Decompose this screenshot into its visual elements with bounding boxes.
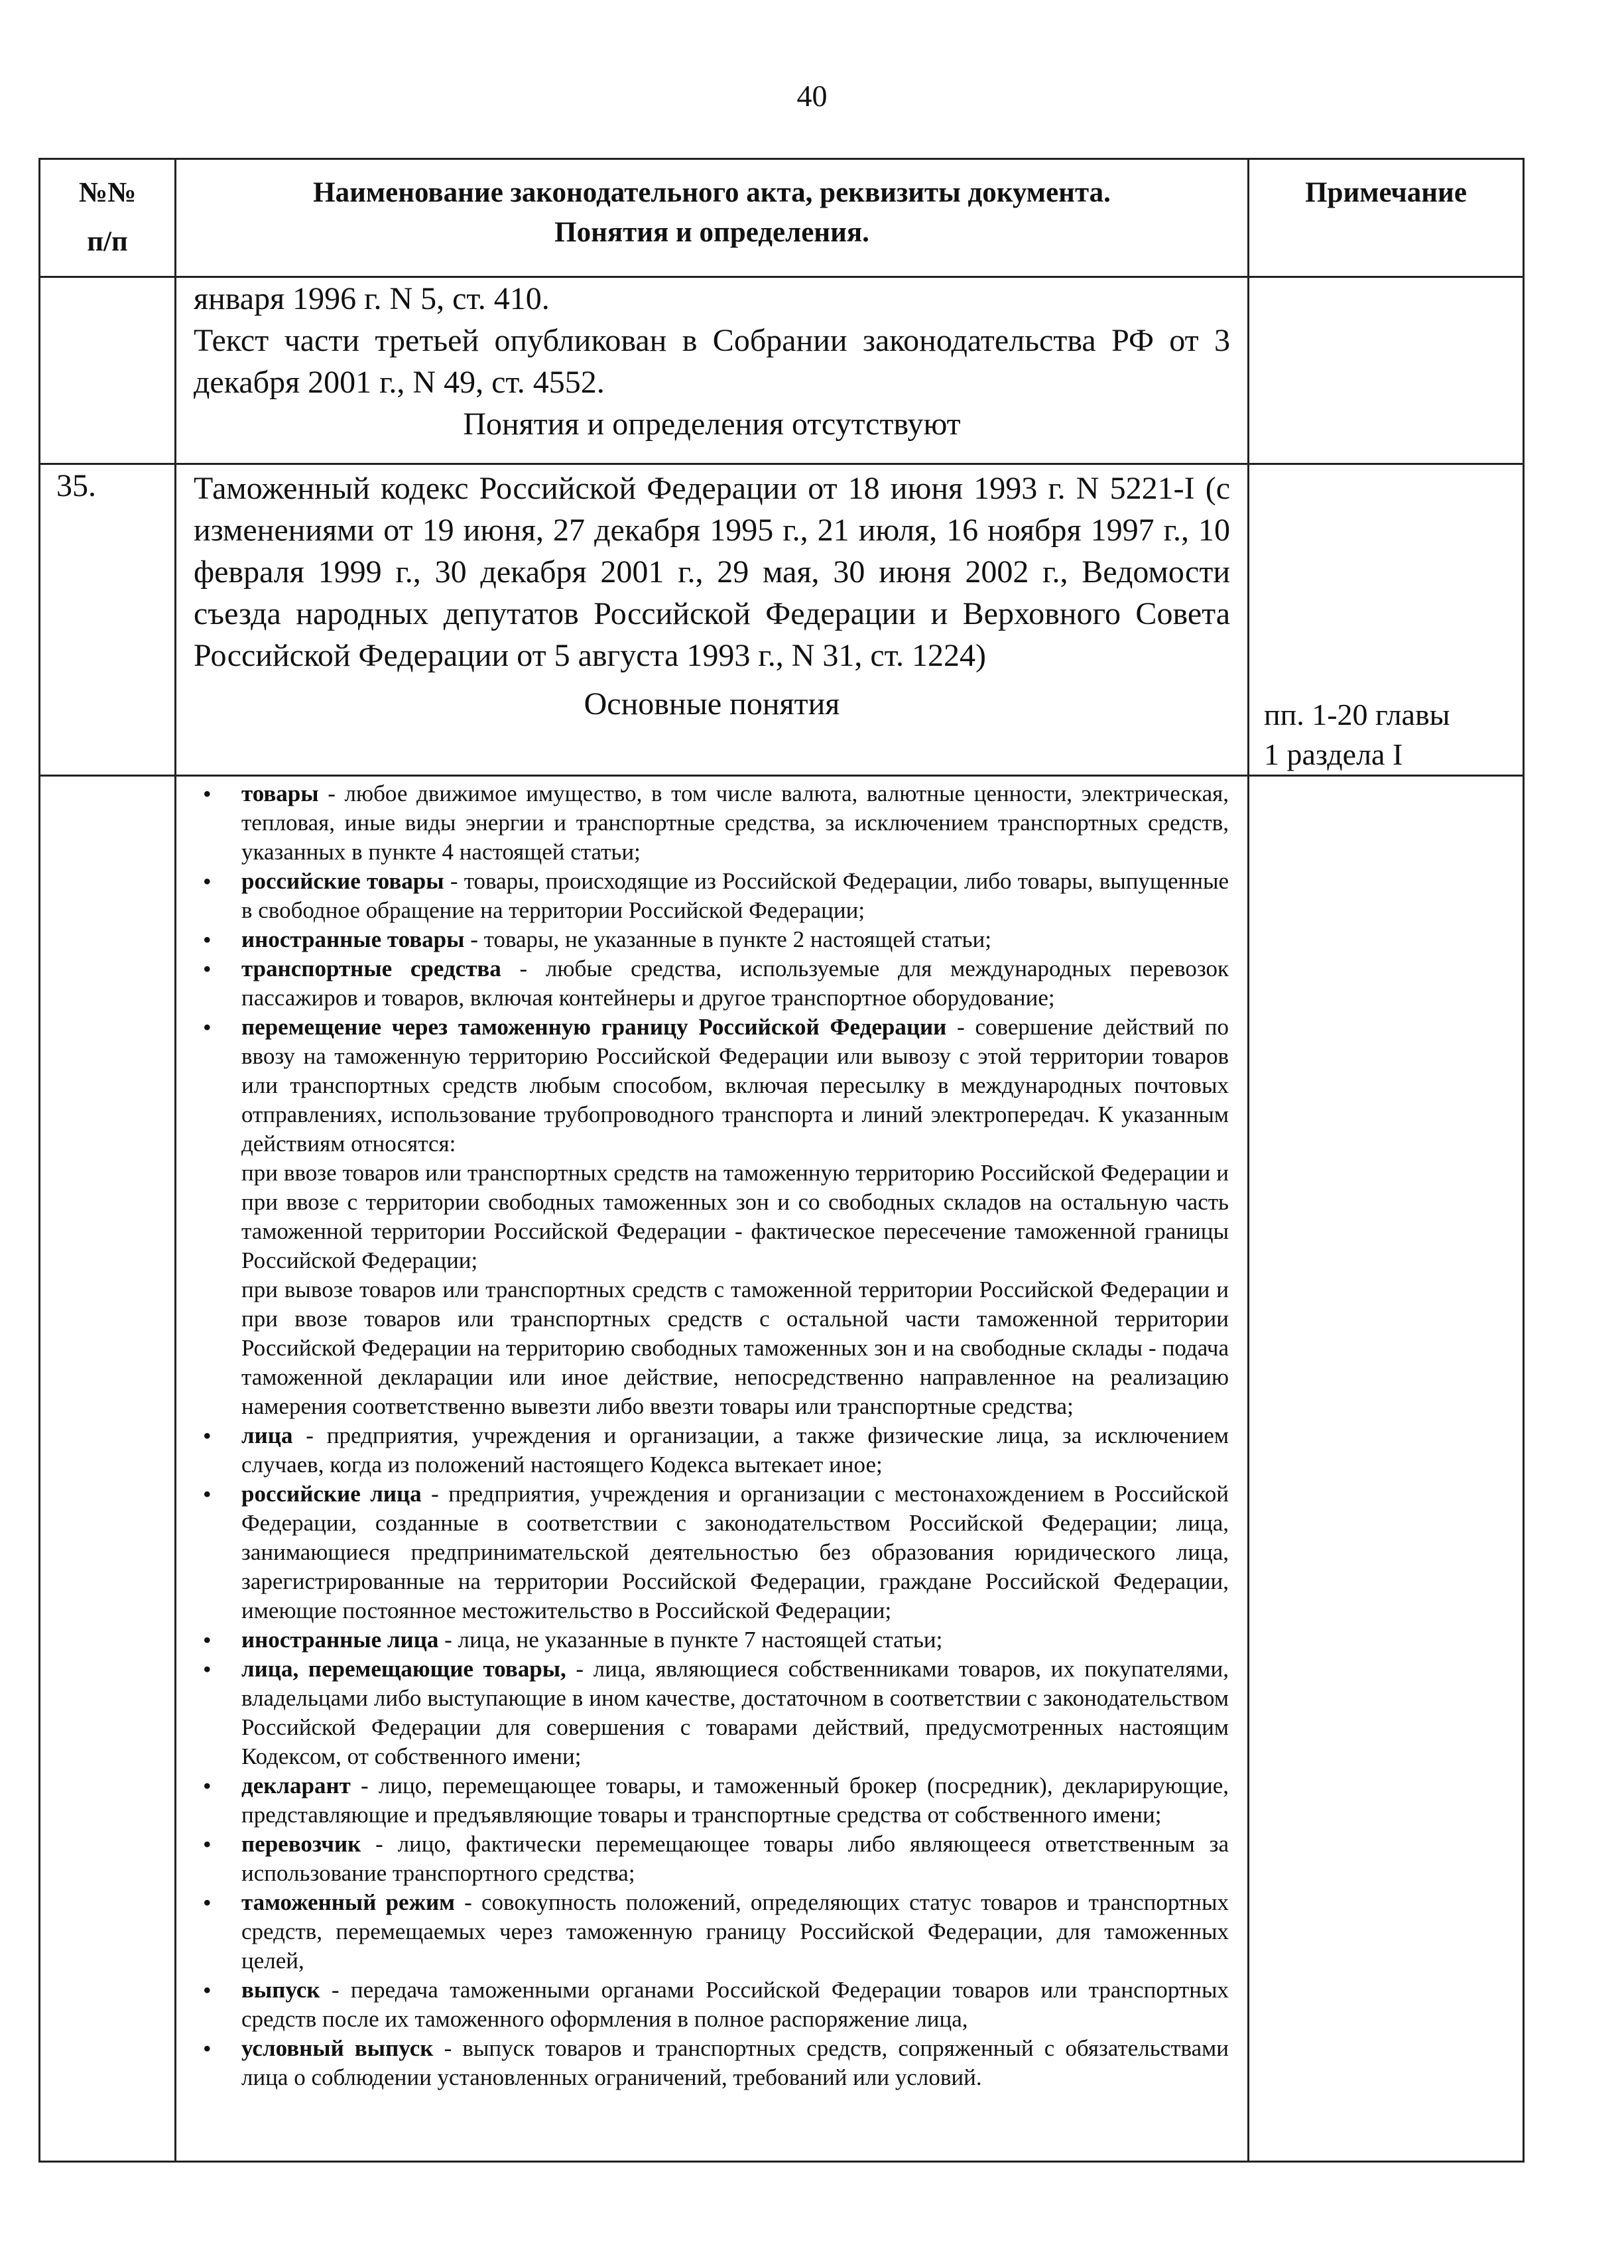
definition-text: - лицо, перемещающее товары, и таможенный брокер (посредник), декларирующие, представляющие и предъявляющие товары и транспортные средства от собственного имени; bbox=[241, 1773, 1229, 1828]
definition-item bbox=[203, 1421, 1229, 1480]
row-number-cell bbox=[40, 776, 176, 2162]
row-35-subtitle: Основные понятия bbox=[584, 686, 840, 722]
definition-term: транспортные средства bbox=[241, 956, 501, 981]
definition-item bbox=[203, 1976, 1229, 2034]
definition-term: лица bbox=[241, 1422, 293, 1448]
definition-item bbox=[203, 1013, 1229, 1421]
definition-term: декларант bbox=[241, 1773, 351, 1798]
definition-term: лица, перемещающие товары, bbox=[241, 1656, 566, 1682]
row-note-cell bbox=[1249, 277, 1524, 464]
definition-paragraph bbox=[241, 1888, 1229, 1976]
definition-term: перемещение через таможенную границу Российской Федерации bbox=[241, 1014, 947, 1040]
row-35-text: Таможенный кодекс Российской Федерации от 18 июня 1993 г. N 5221-I (с изменениями от 19 июня, 27 декабря 1995 г., 21 июля, 16 ноября 1997 г., 10 февраля 1999 г., 30 декабря 2001 г., 29 мая, 30 июня 2002 г., Ведомости съезда народных депутатов Российской Федерации и Верховного Совета Российской Федерации от 5 августа 1993 г., N 31, ст. 1224) bbox=[194, 471, 1230, 673]
header-title bbox=[176, 159, 1249, 277]
definition-text: - выпуск товаров и транспортных средств, сопряженный с обязательствами лица о соблюдении установленных ограничений, требований или условий. bbox=[241, 2035, 1229, 2090]
definition-text: - предприятия, учреждения и организации, а также физические лица, за исключением случаев, когда из положений настоящего Кодекса вытекает иное; bbox=[241, 1422, 1229, 1478]
definition-paragraph bbox=[241, 1771, 1229, 1830]
definition-text: - лица, являющиеся собственниками товаров, их покупателями, владельцами либо выступающие в ином качестве, достаточном в соответствии с законодательством Российской Федерации для совершения с товарами действий, предусмотренных настоящим Кодексом, от собственного имени; bbox=[241, 1656, 1229, 1769]
legislation-table bbox=[38, 158, 1525, 2163]
definition-item bbox=[203, 1888, 1229, 1976]
definition-text: - товары, не указанные в пункте 2 настоящей статьи; bbox=[464, 926, 991, 952]
row-note-cell bbox=[1249, 464, 1524, 776]
definition-item bbox=[203, 1625, 1229, 1655]
definition-text: - предприятия, учреждения и организации с местонахождением в Российской Федерации, созданные в соответствии с законодательством Российской Федерации; лица, занимающиеся предпринимательской деятельностью без образования юридического лица, зарегистрированные на территории Российской Федерации, граждане Российской Федерации, имеющие постоянное местожительство в Российской Федерации; bbox=[241, 1481, 1229, 1623]
page-number: 40 bbox=[796, 79, 828, 113]
definition-text: - лицо, фактически перемещающее товары либо являющееся ответственным за использование транспортного средства; bbox=[241, 1831, 1229, 1886]
definition-term: товары bbox=[241, 781, 319, 806]
table-row bbox=[40, 277, 1524, 464]
definition-item bbox=[203, 867, 1229, 925]
row-35-note-line2: 1 раздела I bbox=[1264, 737, 1403, 771]
row-number-cell bbox=[40, 277, 176, 464]
definition-text: - товары, происходящие из Российской Федерации, либо товары, выпущенные в свободное обращение на территории Российской Федерации; bbox=[241, 868, 1229, 923]
definition-paragraph bbox=[241, 1976, 1229, 2034]
definition-text: - совершение действий по ввозу на таможенную территорию Российской Федерации или вывозу с этой территории товаров или транспортных средств любым способом, включая пересылку в международных почтовых отправлениях, использование трубопроводного транспорта и линий электропередач. К указанным действиям относятся: bbox=[241, 1014, 1229, 1157]
definition-item bbox=[203, 2034, 1229, 2092]
definitions-list bbox=[176, 777, 1247, 2096]
definitions-cell bbox=[176, 776, 1249, 2162]
definition-text: - лица, не указанные в пункте 7 настоящей статьи; bbox=[438, 1627, 943, 1653]
definition-item bbox=[203, 1830, 1229, 1888]
header-title-line1: Наименование законодательного акта, реквизиты документа. bbox=[313, 177, 1111, 208]
header-number-line2: п/п bbox=[87, 226, 128, 257]
definition-text: - любое движимое имущество, в том числе валюта, валютные ценности, электрическая, тепловая, иные виды энергии и транспортные средства, за исключением транспортных средств, указанных в пункте 4 настоящей статьи; bbox=[241, 781, 1229, 865]
table-row bbox=[40, 776, 1524, 2162]
definition-sub-paragraph: при вывозе товаров или транспортных средств с таможенной территории Российской Федерации и при ввозе товаров или транспортных средств с остальной части таможенной территории Российской Федерации на территорию свободных таможенных зон и на свободные склады - подача таможенной декларации или иное действие, непосредственно направленное на реализацию намерения соответственно вывезти либо ввезти товары или транспортные средства; bbox=[241, 1277, 1229, 1419]
definition-paragraph bbox=[241, 2034, 1229, 2092]
row-prev-line: января 1996 г. N 5, ст. 410. bbox=[194, 281, 550, 316]
row-prev-center: Понятия и определения отсутствуют bbox=[463, 407, 961, 442]
header-title-line2: Понятия и определения. bbox=[554, 217, 869, 248]
definition-term: выпуск bbox=[241, 1977, 320, 2003]
definition-term: условный выпуск bbox=[241, 2035, 434, 2061]
definition-sub-paragraph: при ввозе товаров или транспортных средств на таможенную территорию Российской Федерации и при ввозе с территории свободных таможенных зон и со свободных складов на остальную часть таможенной территории Российской Федерации - фактическое пересечение таможенной границы Российской Федерации; bbox=[241, 1160, 1229, 1273]
definition-paragraph bbox=[241, 1421, 1229, 1480]
definition-item bbox=[203, 1655, 1229, 1771]
definition-term: российские товары bbox=[241, 868, 444, 894]
definition-paragraph bbox=[241, 954, 1229, 1013]
row-prev-line: Текст части третьей опубликован в Собрании законодательства РФ от 3 декабря 2001 г., N 49, ст. 4552. bbox=[194, 323, 1230, 400]
definition-paragraph bbox=[241, 1625, 1229, 1655]
definition-text: - любые средства, используемые для международных перевозок пассажиров и товаров, включая контейнеры и другое транспортное оборудование; bbox=[241, 956, 1229, 1011]
row-text-cell bbox=[176, 464, 1249, 776]
definition-paragraph bbox=[241, 779, 1229, 867]
header-number-line1: №№ bbox=[78, 177, 137, 208]
definition-paragraph bbox=[241, 1830, 1229, 1888]
definition-text: - совокупность положений, определяющих статус товаров и транспортных средств, перемещаемых через таможенную границу Российской Федерации, для таможенных целей, bbox=[241, 1889, 1229, 1974]
definition-item bbox=[203, 1771, 1229, 1830]
definition-paragraph bbox=[241, 867, 1229, 925]
table-row bbox=[40, 464, 1524, 776]
row-number-cell: 35. bbox=[40, 464, 176, 776]
definition-paragraph bbox=[241, 925, 1229, 954]
definition-item bbox=[203, 954, 1229, 1013]
definition-term: иностранные лица bbox=[241, 1627, 439, 1653]
definition-paragraph bbox=[241, 1480, 1229, 1625]
definition-item bbox=[203, 1480, 1229, 1625]
definition-paragraph bbox=[241, 1013, 1229, 1159]
table-header-row bbox=[40, 159, 1524, 277]
row-note-cell bbox=[1249, 776, 1524, 2162]
definition-term: таможенный режим bbox=[241, 1889, 455, 1915]
header-number bbox=[40, 159, 176, 277]
definition-paragraph bbox=[241, 1655, 1229, 1771]
definition-text: - передача таможенными органами Российской Федерации товаров или транспортных средств после их таможенного оформления в полное распоряжение лица, bbox=[241, 1977, 1229, 2032]
row-35-note-line1: пп. 1-20 главы bbox=[1264, 698, 1450, 731]
definition-term: перевозчик bbox=[241, 1831, 361, 1857]
definition-term: российские лица bbox=[241, 1481, 422, 1507]
header-note: Примечание bbox=[1249, 159, 1524, 277]
definition-item bbox=[203, 925, 1229, 954]
definition-item bbox=[203, 779, 1229, 867]
definition-term: иностранные товары bbox=[241, 926, 465, 952]
row-text-cell bbox=[176, 277, 1249, 464]
